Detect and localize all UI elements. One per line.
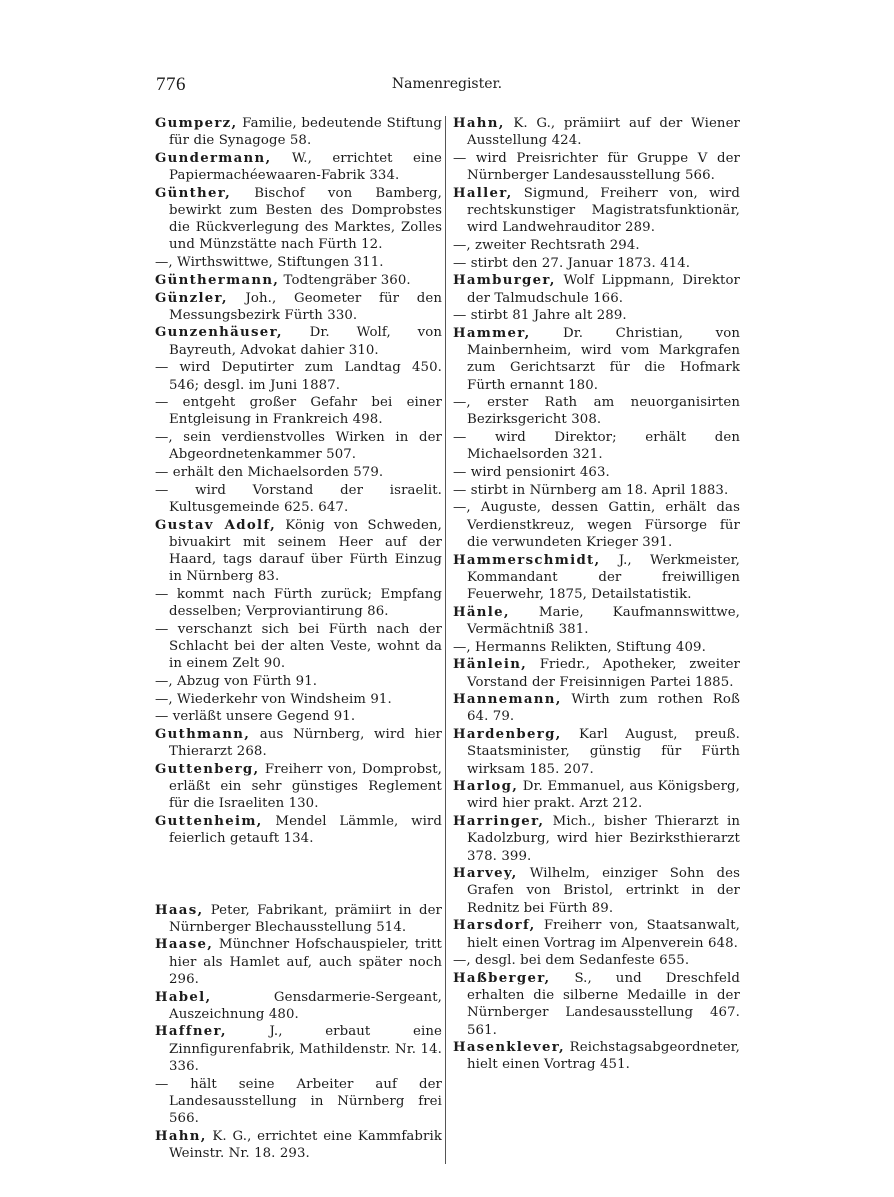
entry-name: Haller,: [453, 185, 513, 201]
entry-name: Harringer,: [453, 814, 545, 830]
entry-name: Hänle,: [453, 604, 510, 620]
entry-name: Hammerschmidt,: [453, 552, 601, 568]
entry-name: Haßberger,: [453, 970, 551, 986]
entry-text: Wolf Lippmann, Direktor der Talmudschule 166.: [467, 273, 740, 306]
index-entry: [453, 255, 740, 272]
entry-text: König von Schweden, bivuakirt mit seinem Heer auf der Haard, tags darauf über Fürth Einzug in Nürnberg 83.: [169, 517, 442, 585]
index-entry: [453, 1039, 740, 1073]
index-entry: [453, 865, 740, 917]
entry-text: Todtengräber 360.: [279, 272, 411, 288]
entry-name: Hahn,: [453, 116, 505, 131]
entry-text: —, erster Rath am neuorganisirten Bezirksgericht 308.: [453, 395, 740, 428]
entry-text: Sigmund, Freiherr von, wird rechtskunstiger Magistratsfunktionär, wird Landwehrauditor 289.: [467, 185, 740, 236]
entry-text: Reichstagsabgeordneter, hielt einen Vortrag 451.: [467, 1040, 740, 1073]
entry-name: Hannemann,: [453, 692, 562, 708]
index-entry: [155, 621, 442, 673]
entry-text: —, Wirthswittwe, Stiftungen 311.: [155, 255, 384, 271]
entry-text: —, sein verdienstvolles Wirken in der Abgeordnetenkammer 507.: [155, 430, 442, 463]
entry-text: — kommt nach Fürth zurück; Empfang desselben; Verproviantirung 86.: [155, 586, 442, 620]
page-header: [156, 70, 738, 100]
entry-text: Münchner Hofschauspieler, tritt hier als Hamlet auf, auch später noch 296.: [169, 937, 442, 987]
entry-name: Haas,: [155, 902, 204, 918]
entry-name: Gunzenhäuser,: [155, 325, 283, 341]
index-entry: [155, 813, 442, 847]
index-entry: [155, 359, 442, 393]
entry-text: — wird Direktor; erhält den Michaelsorden 321.: [453, 430, 740, 463]
index-entry: [155, 936, 442, 988]
entry-text: — verschanzt sich bei Fürth nach der Schlacht bei der alten Veste, wohnt da in einem Zelt 90.: [155, 621, 442, 672]
entry-text: Dr. Christian, von Mainbernheim, wird vom Markgrafen zum Gerichtsarzt für die Hofmark Fürth ernannt 180.: [467, 325, 740, 393]
index-entry: [453, 272, 740, 306]
index-entry: [453, 656, 740, 690]
entry-text: — stirbt den 27. Januar 1873. 414.: [453, 255, 691, 271]
index-entry: [155, 254, 442, 271]
index-entry: [453, 464, 740, 481]
entry-text: Karl August, preuß. Staatsminister, günstig für Fürth wirksam 185. 207.: [467, 727, 740, 777]
index-entry: [155, 272, 442, 289]
index-entry: [453, 429, 740, 463]
entry-text: —, Wiederkehr von Windsheim 91.: [155, 691, 392, 707]
index-entry: [155, 290, 442, 324]
entry-name: Hahn,: [155, 1128, 207, 1144]
entry-text: S., und Dreschfeld erhalten die silberne Medaille in der Nürnberger Landesausstellung 467. 561.: [467, 970, 740, 1038]
index-entry: [453, 115, 740, 149]
entry-text: — entgeht großer Gefahr bei einer Entgleisung in Frankreich 498.: [155, 395, 442, 428]
entry-text: —, Auguste, dessen Gattin, erhält das Verdienstkreuz, wegen Fürsorge für die verwundeten Krieger 391.: [453, 500, 740, 550]
entry-text: — stirbt 81 Jahre alt 289.: [453, 308, 627, 324]
entry-text: — wird pensionirt 463.: [453, 465, 610, 481]
index-entry: [155, 394, 442, 428]
entry-text: Bischof von Bamberg, bewirkt zum Besten des Domprobstes die Rückverlegung des Marktes, Zolles und Münzstätte nach Fürth 12.: [169, 185, 442, 253]
entry-text: — verläßt unsere Gegend 91.: [155, 709, 356, 725]
entry-text: Wirth zum rothen Roß 64. 79.: [467, 692, 740, 725]
entry-text: — stirbt in Nürnberg am 18. April 1883.: [453, 482, 729, 498]
entry-name: Hasenklever,: [453, 1040, 565, 1056]
entry-text: J., erbaut eine Zinnfigurenfabrik, Mathildenstr. Nr. 14. 336.: [169, 1024, 442, 1074]
index-entry: [453, 813, 740, 865]
entry-text: Joh., Geometer für den Messungsbezirk Fürth 330.: [169, 290, 442, 323]
column-divider: [445, 116, 446, 1164]
index-entry: [453, 917, 740, 951]
index-entry: [155, 708, 442, 725]
index-entry: [453, 237, 740, 254]
index-entry: [155, 673, 442, 690]
entry-name: Harvey,: [453, 866, 518, 882]
index-entry: [155, 429, 442, 463]
entry-name: Gumperz,: [155, 116, 238, 131]
index-entry: [453, 552, 740, 604]
index-entry: [155, 761, 442, 813]
entry-name: Günzler,: [155, 290, 228, 306]
index-entry: [453, 726, 740, 778]
entry-text: Freiherr von, Domprobst, erläßt ein sehr günstiges Reglement für die Israeliten 130.: [169, 762, 442, 812]
entry-text: K. G., prämiirt auf der Wiener Ausstellung 424.: [467, 116, 740, 149]
entry-text: — hält seine Arbeiter auf der Landesausstellung in Nürnberg frei 566.: [155, 1076, 442, 1126]
entry-text: Marie, Kaufmannswittwe, Vermächtniß 381.: [467, 604, 740, 637]
entry-name: Guthmann,: [155, 727, 251, 743]
index-entry: [453, 325, 740, 394]
index-entry: [155, 1128, 442, 1162]
entry-text: Freiherr von, Staatsanwalt, hielt einen Vortrag im Alpenverein 648.: [467, 918, 740, 951]
index-entry: [155, 185, 442, 254]
entry-text: —, Hermanns Relikten, Stiftung 409.: [453, 639, 706, 655]
entry-name: Habel,: [155, 989, 212, 1005]
entry-name: Haffner,: [155, 1024, 227, 1040]
entry-text: — wird Vorstand der israelit. Kultusgemeinde 625. 647.: [155, 482, 442, 515]
entry-text: —, desgl. bei dem Sedanfeste 655.: [453, 953, 690, 969]
index-entry: [155, 482, 442, 516]
index-entry: [453, 307, 740, 324]
index-entry: [155, 1023, 442, 1075]
entry-name: Günther,: [155, 185, 232, 201]
entry-text: Mich., bisher Thierarzt in Kadolzburg, wird hier Bezirksthierarzt 378. 399.: [467, 814, 740, 864]
index-entry: [453, 482, 740, 499]
entry-text: W., errichtet eine Papiermachéewaaren-Fabrik 334.: [169, 150, 442, 184]
index-entry: [155, 324, 442, 358]
index-entry: [155, 1076, 442, 1128]
entry-text: — wird Deputirter zum Landtag 450. 546; desgl. im Juni 1887.: [155, 360, 442, 393]
left-index-column: [155, 115, 442, 1163]
page-number: 776: [156, 74, 186, 95]
entry-text: —, zweiter Rechtsrath 294.: [453, 237, 640, 253]
index-entry: [453, 499, 740, 551]
index-entry: [155, 517, 442, 586]
entry-name: Gundermann,: [155, 150, 272, 166]
index-entry: [155, 150, 442, 184]
entry-text: Dr. Emmanuel, aus Königsberg, wird hier prakt. Arzt 212.: [467, 779, 740, 812]
entry-text: Familie, bedeutende Stiftung für die Synagoge 58.: [169, 116, 442, 149]
entry-text: aus Nürnberg, wird hier Thierarzt 268.: [169, 727, 442, 760]
entry-name: Guttenberg,: [155, 762, 260, 778]
entry-text: Friedr., Apotheker, zweiter Vorstand der Freisinnigen Partei 1885.: [467, 657, 740, 690]
index-entry: [453, 639, 740, 656]
entry-name: Günthermann,: [155, 272, 280, 288]
index-entry: [453, 970, 740, 1039]
index-entry: [453, 150, 740, 184]
index-entry: [155, 586, 442, 620]
index-entry: [155, 691, 442, 708]
index-entry: [453, 952, 740, 969]
entry-text: Wilhelm, einziger Sohn des Grafen von Bristol, ertrinkt in der Rednitz bei Fürth 89.: [467, 866, 740, 916]
entry-name: Harlog,: [453, 779, 519, 795]
entry-name: Guttenheim,: [155, 814, 263, 830]
entry-text: Dr. Wolf, von Bayreuth, Advokat dahier 310.: [169, 325, 442, 358]
index-entry: [453, 394, 740, 428]
index-entry: [155, 989, 442, 1023]
entry-name: Hardenberg,: [453, 727, 562, 743]
index-entry: [155, 464, 442, 481]
index-entry: [155, 726, 442, 760]
index-entry: [155, 902, 442, 936]
entry-name: Hänlein,: [453, 657, 528, 673]
index-entry: [155, 115, 442, 149]
entry-text: Peter, Fabrikant, prämiirt in der Nürnberger Blechausstellung 514.: [169, 902, 442, 935]
entry-text: —, Abzug von Fürth 91.: [155, 674, 318, 689]
entry-text: — wird Preisrichter für Gruppe V der Nürnberger Landesausstellung 566.: [453, 150, 740, 184]
entry-text: Gensdarmerie-Sergeant, Auszeichnung 480.: [169, 989, 442, 1022]
entry-text: K. G., errichtet eine Kammfabrik Weinstr. Nr. 18. 293.: [169, 1128, 442, 1161]
entry-text: — erhält den Michaelsorden 579.: [155, 465, 384, 481]
right-index-column: [453, 115, 740, 1074]
index-entry: [453, 778, 740, 812]
index-entry: [453, 185, 740, 237]
running-title: Namenregister.: [391, 76, 503, 92]
index-entry: [453, 604, 740, 638]
entry-name: Hammer,: [453, 325, 531, 341]
index-entry: [453, 691, 740, 725]
entry-name: Harsdorf,: [453, 918, 536, 934]
entry-text: J., Werkmeister, Kommandant der freiwilligen Feuerwehr, 1875, Detailstatistik.: [467, 552, 740, 602]
entry-name: Haase,: [155, 937, 214, 953]
entry-text: Mendel Lämmle, wird feierlich getauft 134.: [169, 814, 442, 847]
entry-name: Gustav Adolf,: [155, 517, 277, 533]
entry-name: Hamburger,: [453, 273, 556, 289]
